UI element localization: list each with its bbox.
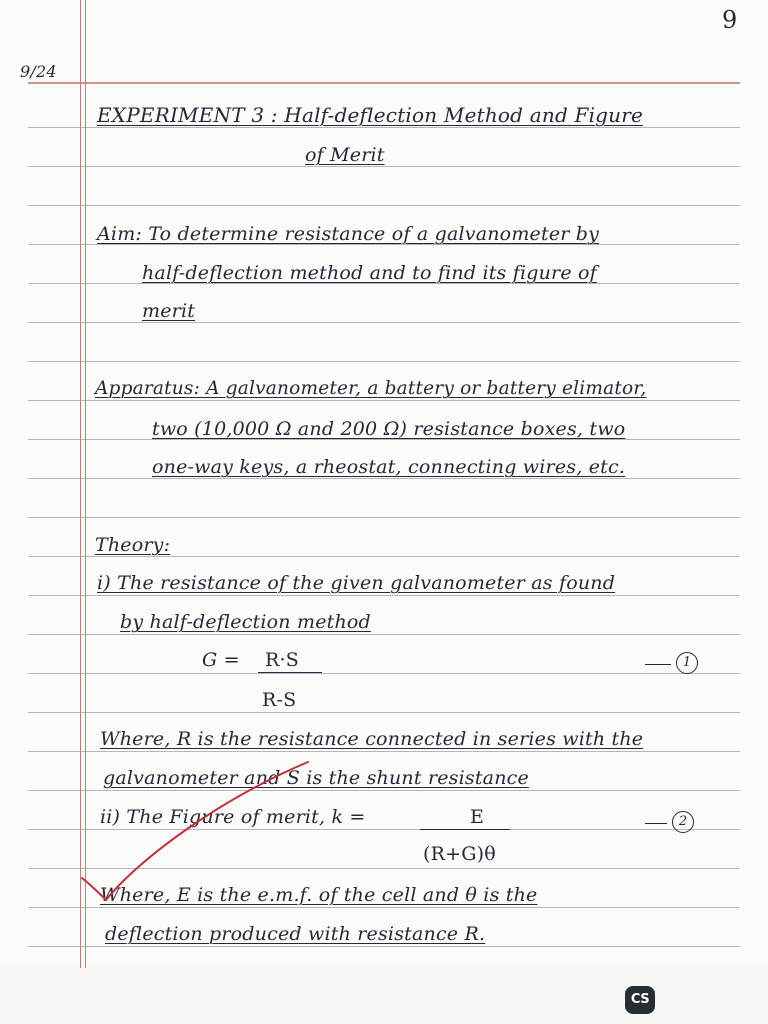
ruled-line	[28, 127, 740, 128]
equation-1-label: 1	[676, 652, 698, 674]
equation-2-dash	[645, 823, 667, 824]
check-mark-icon	[78, 760, 313, 910]
equation-1-denominator: R-S	[262, 689, 297, 711]
ruled-line	[28, 517, 740, 518]
apparatus-line-2: two (10,000 Ω and 200 Ω) resistance boxes, two	[152, 418, 626, 440]
camscanner-logo-text: CS	[630, 992, 650, 1007]
ruled-line	[28, 556, 740, 557]
equation-1-dash	[645, 664, 671, 665]
ruled-line	[28, 946, 740, 947]
apparatus-line-1: Apparatus: A galvanometer, a battery or battery elimator,	[95, 378, 647, 399]
equation-1-fraction-bar	[258, 672, 322, 673]
ruled-line	[28, 595, 740, 596]
ruled-line	[28, 751, 740, 752]
date: 9/24	[20, 62, 57, 81]
theory-line-1: i) The resistance of the given galvanometer as found	[97, 572, 616, 594]
camscanner-logo	[625, 986, 655, 1014]
equation-2-text: ii) The Figure of merit, k =	[100, 806, 366, 828]
equation-2-denominator: (R+G)θ	[423, 843, 496, 865]
title-line-1: EXPERIMENT 3 : Half-deflection Method and Figure	[97, 103, 644, 127]
where-1-line-1: Where, R is the resistance connected in series with the	[100, 728, 644, 750]
aim-line-1: Aim: To determine resistance of a galvanometer by	[97, 223, 600, 245]
ruled-line	[28, 166, 740, 167]
aim-line-2: half-deflection method and to find its figure of	[142, 262, 597, 284]
ruled-line	[28, 673, 740, 674]
theory-line-2: by half-deflection method	[120, 611, 371, 633]
where-1-line-2: galvanometer and S is the shunt resistance	[103, 767, 529, 789]
aim-line-3: merit	[142, 300, 196, 322]
header-rule	[28, 82, 740, 84]
apparatus-line-3: one-way keys, a rheostat, connecting wires, etc.	[152, 456, 626, 478]
ruled-line	[28, 322, 740, 323]
page-number: 9	[722, 6, 738, 34]
where-2-line-2: deflection produced with resistance R.	[105, 923, 486, 945]
ruled-line	[28, 205, 740, 206]
ruled-line	[28, 634, 740, 635]
equation-2-fraction-bar	[420, 829, 510, 830]
equation-1-numerator: R·S	[265, 649, 299, 671]
equation-2-numerator: E	[470, 806, 485, 828]
equation-2-label: 2	[672, 811, 694, 833]
ruled-line	[28, 361, 740, 362]
ruled-line	[28, 478, 740, 479]
equation-1-lhs: G =	[202, 649, 240, 671]
ruled-line	[28, 400, 740, 401]
theory-heading: Theory:	[95, 534, 171, 556]
ruled-line	[28, 712, 740, 713]
title-line-2: of Merit	[305, 144, 385, 166]
where-2-line-1: Where, E is the e.m.f. of the cell and θ is the	[100, 884, 538, 906]
